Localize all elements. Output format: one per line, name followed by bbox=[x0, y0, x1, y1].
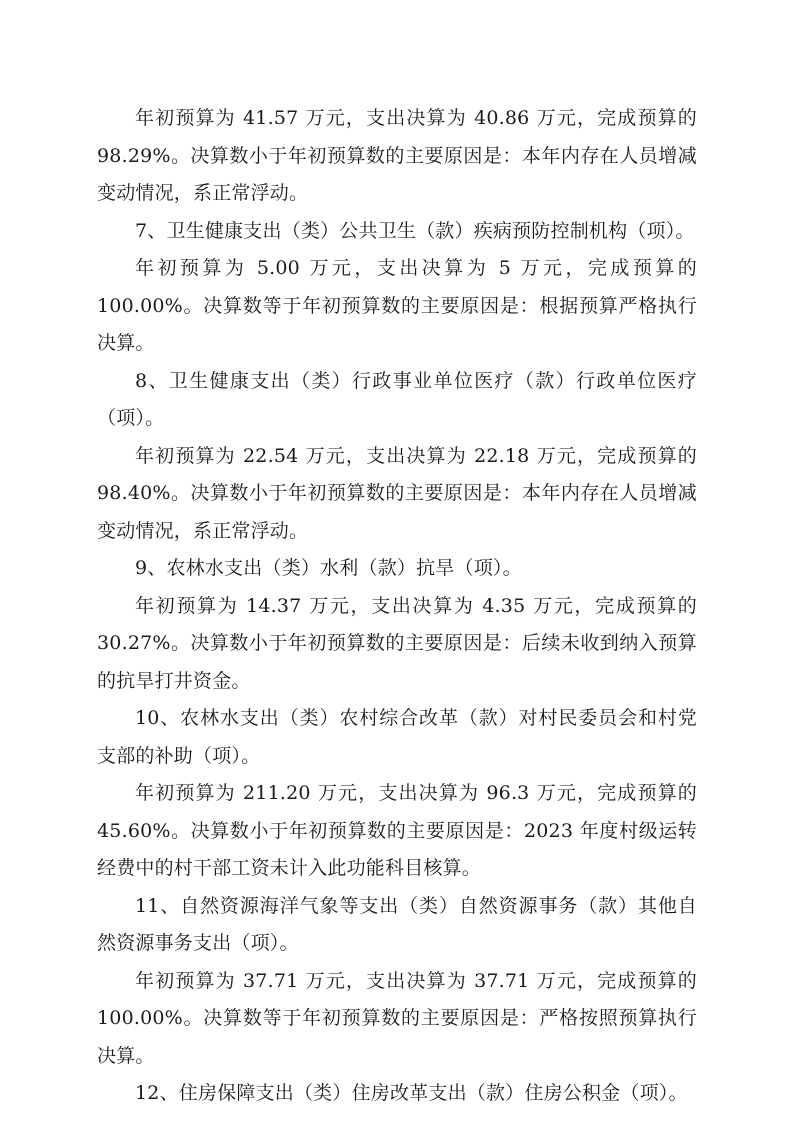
paragraph-item-8-detail: 年初预算为 22.54 万元，支出决算为 22.18 万元，完成预算的98.40%。决算数小于年初预算数的主要原因是：本年内存在人员增减变动情况，系正常浮动。 bbox=[97, 444, 697, 542]
paragraph-item-11-detail: 年初预算为 37.71 万元，支出决算为 37.71 万元，完成预算的100.00%。决算数等于年初预算数的主要原因是：严格按照预算执行决算。 bbox=[97, 969, 697, 1067]
paragraph-item-9-heading: 9、农林水支出（类）水利（款）抗旱（项）。 bbox=[135, 557, 522, 579]
document-page bbox=[97, 100, 697, 1113]
paragraph-item-10-detail: 年初预算为 211.20 万元，支出决算为 96.3 万元，完成预算的45.60%。决算数小于年初预算数的主要原因是：2023 年度村级运转经费中的村干部工资未计入此功能科目核算。 bbox=[97, 782, 697, 879]
paragraph-item-9-detail: 年初预算为 14.37 万元，支出决算为 4.35 万元，完成预算的30.27%。决算数小于年初预算数的主要原因是：后续未收到纳入预算的抗旱打井资金。 bbox=[97, 594, 697, 692]
paragraph-item-12-heading: 12、住房保障支出（类）住房改革支出（款）住房公积金（项）。 bbox=[135, 1082, 688, 1104]
paragraph-budget-item-6-detail: 年初预算为 41.57 万元，支出决算为 40.86 万元，完成预算的98.29%。决算数小于年初预算数的主要原因是：本年内存在人员增减变动情况，系正常浮动。 bbox=[97, 107, 697, 204]
paragraph-item-11-heading: 11、自然资源海洋气象等支出（类）自然资源事务（款）其他自然资源事务支出（项）。 bbox=[97, 894, 697, 954]
paragraph-item-10-heading: 10、农林水支出（类）农村综合改革（款）对村民委员会和村党支部的补助（项）。 bbox=[97, 707, 697, 767]
paragraph-item-7-heading: 7、卫生健康支出（类）公共卫生（款）疾病预防控制机构（项）。 bbox=[135, 219, 695, 242]
paragraph-item-7-detail: 年初预算为 5.00 万元，支出决算为 5 万元，完成预算的 100.00%。决算数等于年初预算数的主要原因是：根据预算严格执行决算。 bbox=[97, 257, 697, 354]
paragraph-item-8-heading: 8、卫生健康支出（类）行政事业单位医疗（款）行政单位医疗（项）。 bbox=[97, 369, 697, 429]
